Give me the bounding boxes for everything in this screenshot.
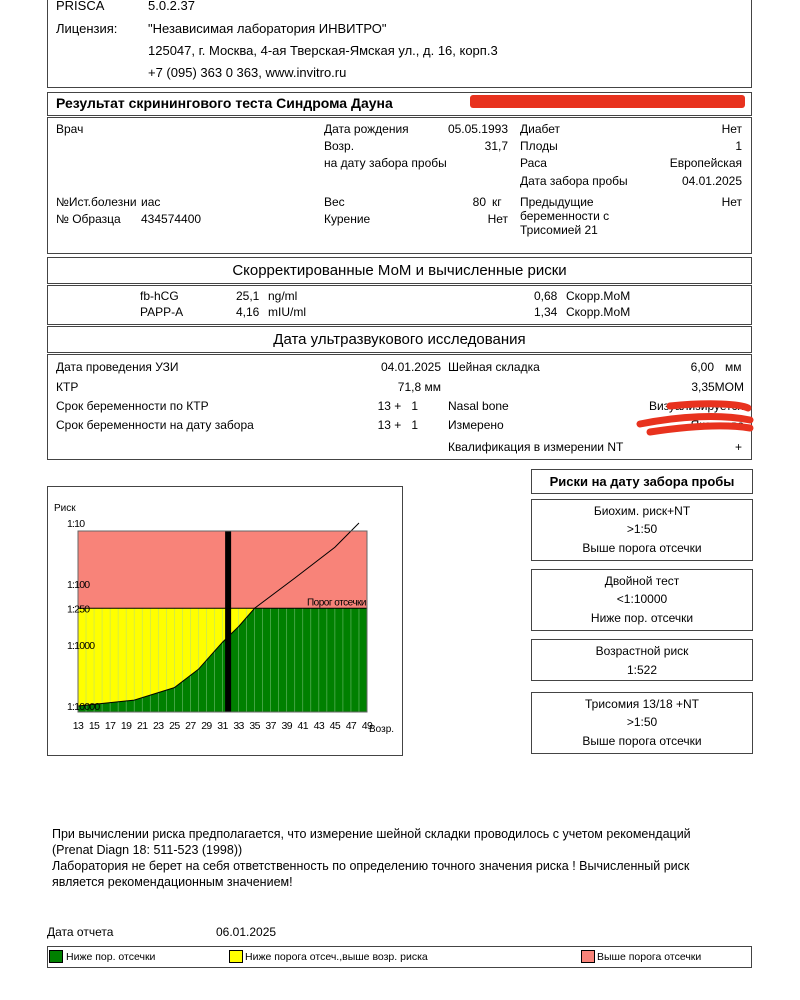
risk-name: Двойной тест <box>604 574 680 588</box>
risk-name: Трисомия 13/18 +NT <box>585 697 699 711</box>
mom-row-mom-label: Скорр.МоМ <box>566 305 631 319</box>
nasal-value: Визуализируется <box>648 399 744 413</box>
measured-label: Измерено <box>448 418 504 432</box>
risks-title: Риски на дату забора пробы <box>549 474 735 489</box>
legend-label-red: Выше порога отсечки <box>597 951 702 963</box>
risk-value: >1:50 <box>626 522 658 536</box>
y-tick-label: 1:10 <box>67 518 85 530</box>
patient-box <box>47 117 752 254</box>
x-tick-label: 31 <box>217 720 228 732</box>
sample-date-value: 04.01.2025 <box>681 174 742 188</box>
risk-name: Биохим. риск+NT <box>593 504 691 518</box>
race-value: Европейская <box>669 156 742 170</box>
weight-label: Вес <box>324 195 345 209</box>
cutoff-label: Порог отсечки <box>306 597 366 609</box>
risk-verdict: Ниже пор. отсечки <box>590 611 694 625</box>
nt-value: 6,00 <box>690 360 714 374</box>
x-tick-label: 41 <box>297 720 309 732</box>
prev-value: Нет <box>721 195 742 209</box>
fetuses-label: Плоды <box>520 139 558 153</box>
y-tick-label: 1:250 <box>67 603 90 616</box>
prev-label-3: Трисомией 21 <box>520 223 598 237</box>
risk-card-trisomy <box>531 692 753 754</box>
legend-label-green: Ниже пор. отсечки <box>66 951 156 963</box>
history-label: №Ист.болезни <box>56 195 137 209</box>
mom-title: Скорректированные МоМ и вычисленные риски <box>232 262 567 279</box>
risk-card-age <box>531 639 753 681</box>
report-date-value: 06.01.2025 <box>216 925 277 939</box>
birth-label: Дата рождения <box>324 122 409 136</box>
x-tick-label: 29 <box>201 720 212 732</box>
weight-unit: кг <box>492 195 502 209</box>
ga-sample-label: Срок беременности на дату забора <box>56 418 254 432</box>
x-tick-label: 39 <box>281 720 292 732</box>
x-tick-label: 43 <box>313 720 325 732</box>
x-tick-label: 35 <box>249 720 260 732</box>
smoking-label: Курение <box>324 212 371 226</box>
diabetes-value: Нет <box>721 122 742 136</box>
legend-swatch-green <box>49 950 63 963</box>
sample-label: № Образца <box>56 212 121 226</box>
y-axis-label: Риск <box>54 503 76 514</box>
lab-contacts: +7 (095) 363 0 363, www.invitro.ru <box>148 65 347 80</box>
x-tick-label: 47 <box>345 720 357 732</box>
doctor-label: Врач <box>56 122 84 136</box>
x-tick-label: 37 <box>265 720 276 732</box>
note-line-4: является рекомендационным значением! <box>52 875 293 889</box>
x-tick-label: 13 <box>72 720 84 732</box>
x-tick-label: 15 <box>88 720 100 732</box>
app-version: 5.0.2.37 <box>148 0 195 13</box>
mom-row-unit: mIU/ml <box>268 305 306 319</box>
nt-mom: 3,35МОМ <box>691 380 744 394</box>
x-tick-label: 33 <box>233 720 244 732</box>
y-tick-label: 1:100 <box>67 579 90 591</box>
x-tick-label: 19 <box>120 720 132 732</box>
x-tick-label: 23 <box>153 720 164 732</box>
us-date-label: Дата проведения УЗИ <box>56 360 179 374</box>
risk-verdict: Выше порога отсечки <box>582 734 702 748</box>
age-label: Возр. <box>324 139 355 153</box>
us-date-value: 04.01.2025 <box>380 360 441 374</box>
app-name: PRISCA <box>56 0 105 13</box>
ktr-label: КТР <box>56 380 79 394</box>
legend-swatch-yellow <box>229 950 243 963</box>
risk-value: >1:50 <box>626 715 658 729</box>
note-line-1: При вычислении риска предполагается, что измерение шейной складки проводилось с учетом рекомендаций <box>52 827 691 841</box>
risk-verdict: Выше порога отсечки <box>582 541 702 555</box>
mom-row-value: 25,1 <box>236 289 260 303</box>
risk-value: <1:10000 <box>616 592 668 606</box>
mom-row-name: PAPP-A <box>140 305 184 319</box>
redaction-scribble <box>630 398 755 438</box>
license-label: Лицензия: <box>56 21 118 36</box>
smoking-value: Нет <box>487 212 508 226</box>
sample-value: 434574400 <box>141 212 202 226</box>
ga-sample-value: 13 + 1 <box>377 418 418 432</box>
ktr-value: 71,8 мм <box>397 380 441 394</box>
mom-row-mom-label: Скорр.МоМ <box>566 289 631 303</box>
measured-value: Яковлева <box>690 418 744 432</box>
ga-ktr-label: Срок беременности по КТР <box>56 399 209 413</box>
mom-row-mom: 0,68 <box>534 289 558 303</box>
us-title: Дата ультразвукового исследования <box>273 331 526 348</box>
x-tick-label: 17 <box>104 720 116 732</box>
birth-value: 05.05.1993 <box>447 122 508 136</box>
x-tick-label: 27 <box>185 720 196 732</box>
fetuses-value: 1 <box>735 139 742 153</box>
qual-label: Квалификация в измерении NT <box>448 440 624 454</box>
report-date-label: Дата отчета <box>47 925 114 939</box>
prev-label-2: беременности с <box>520 209 610 223</box>
nt-unit: мм <box>725 360 742 374</box>
risk-card-biochem <box>531 499 753 561</box>
age-value: 31,7 <box>484 139 508 153</box>
legend-label-yellow: Ниже порога отсеч.,выше возр. риска <box>245 951 428 963</box>
mom-row-value: 4,16 <box>236 305 260 319</box>
nasal-label: Nasal bone <box>448 399 509 413</box>
risk-card-double <box>531 569 753 631</box>
mom-row-name: fb-hCG <box>140 289 179 303</box>
prev-label-1: Предыдущие <box>520 195 594 209</box>
x-tick-label: 49 <box>361 720 373 732</box>
legend-swatch-red <box>581 950 595 963</box>
race-label: Раса <box>520 156 547 170</box>
x-tick-label: 25 <box>169 720 180 732</box>
report-title: Результат скринингового теста Синдрома Дауна <box>56 95 393 111</box>
note-line-2: (Prenat Diagn 18: 511-523 (1998)) <box>52 843 243 857</box>
qual-value: + <box>734 440 742 454</box>
redacted-name <box>470 95 745 108</box>
ga-ktr-value: 13 + 1 <box>377 399 418 413</box>
mom-row-unit: ng/ml <box>268 289 298 303</box>
patient-age-marker <box>225 531 231 712</box>
weight-value: 80 <box>472 195 486 209</box>
nt-label: Шейная складка <box>448 360 540 374</box>
x-tick-label: 21 <box>136 720 148 732</box>
lab-address: 125047, г. Москва, 4-ая Тверская-Ямская ул., д. 16, корп.3 <box>148 43 498 58</box>
note-line-3: Лаборатория не берет на себя ответственность по определению точного значения риска ! Вычисленный риск <box>52 859 690 873</box>
diabetes-label: Диабет <box>520 122 561 136</box>
y-tick-label: 1:10000 <box>67 701 100 713</box>
x-axis-label: Возр. <box>369 724 395 735</box>
risk-chart <box>48 487 402 755</box>
risk-name: Возрастной риск <box>595 644 689 658</box>
lab-name: "Независимая лаборатория ИНВИТРО" <box>148 21 387 36</box>
risk-value: 1:522 <box>626 663 658 677</box>
x-tick-label: 45 <box>329 720 341 732</box>
y-tick-label: 1:1000 <box>67 640 95 652</box>
mom-row-mom: 1,34 <box>534 305 558 319</box>
history-value: иас <box>141 195 161 209</box>
age-note: на дату забора пробы <box>324 156 447 170</box>
sample-date-label: Дата забора пробы <box>520 174 628 188</box>
